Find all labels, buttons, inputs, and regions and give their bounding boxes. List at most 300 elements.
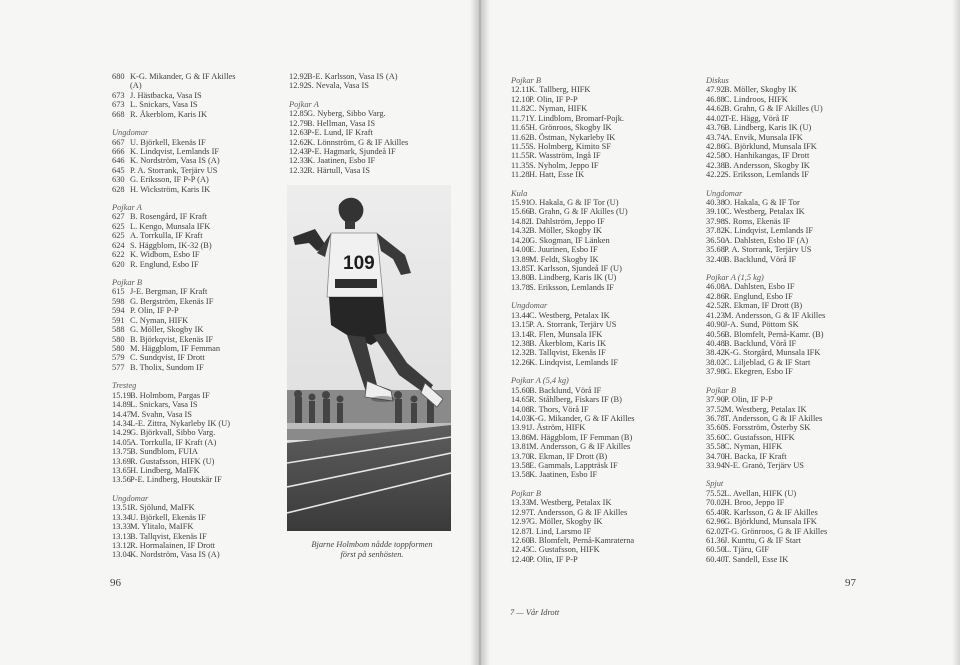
result-value: 70.02 [706, 498, 725, 508]
result-value: 673 [112, 100, 125, 110]
result-row [511, 123, 635, 132]
result-value: 42.52 [706, 301, 725, 311]
result-value: 13.14 [511, 329, 530, 339]
result-value: 627 [112, 212, 125, 222]
page-edge [952, 0, 960, 665]
result-row [112, 222, 236, 231]
athlete-name: S. Nyholm, Jeppo IF [529, 160, 599, 170]
right-results-column-1 [511, 76, 635, 564]
result-value: 580 [112, 334, 125, 344]
athlete-name: B. Grahn, G & IF Akilles (U) [529, 207, 628, 217]
athlete-name: P. A. Storrank, Terjärv US [724, 245, 812, 255]
athlete-name: K. Widbom, Esbo IF [130, 250, 200, 260]
athlete-name: R. Thors, Vörå IF [529, 404, 589, 414]
section-heading: Diskus [706, 76, 729, 85]
athlete-name: B. Grahn, G & IF Akilles (U) [724, 104, 823, 114]
result-value: 12.40 [511, 554, 530, 564]
athlete-name: B. Björkqvist, Ekenäs IF [130, 334, 214, 344]
result-value: 75.52 [706, 488, 725, 498]
athlete-name: T. Andersson, G & IF Akilles [724, 413, 823, 423]
result-value: 46.88 [706, 94, 725, 104]
result-row [112, 156, 236, 165]
result-row [511, 207, 635, 216]
athlete-name: G. Möller, Skogby IK [130, 325, 204, 335]
result-value: 35.60 [706, 423, 725, 433]
result-value: 14.29 [112, 428, 131, 438]
athlete-name: P. A. Storrank, Terjärv US [130, 165, 218, 175]
athlete-name: C. Nyman, HIFK [130, 315, 189, 325]
result-value: 35.68 [706, 245, 725, 255]
result-row [112, 513, 236, 522]
athlete-name: B. Möller, Skogby IK [724, 85, 797, 95]
athlete-name: M. Häggblom, IF Femman [130, 343, 221, 353]
result-row [112, 522, 236, 531]
result-value: 38.02 [706, 357, 725, 367]
result-row [706, 489, 827, 498]
result-row [112, 438, 236, 447]
result-row [112, 457, 236, 466]
result-value: 579 [112, 353, 125, 363]
result-row [511, 452, 635, 461]
result-value: 13.58 [511, 470, 530, 480]
result-row [511, 264, 635, 273]
athlete-name: L. Tjäru, GIF [724, 545, 769, 555]
result-row [706, 85, 827, 94]
athlete-name: M. Häggblom, IF Femman (B) [529, 432, 633, 442]
result-value: 44.62 [706, 104, 725, 114]
athlete-name: H. Lindberg, MaIFK [130, 466, 200, 476]
result-row [706, 217, 827, 226]
result-row [706, 198, 827, 207]
athlete-name: M. Ylitalo, MaIFK [130, 522, 194, 532]
result-value: 12.32 [289, 165, 308, 175]
athlete-name: S. Eriksson, Lemlands IF [724, 170, 809, 180]
result-row [706, 170, 827, 179]
result-value: 12.79 [289, 118, 308, 128]
result-value: 62.02 [706, 526, 725, 536]
athlete-name: J. Åström, HIFK [529, 423, 586, 433]
result-row [112, 419, 236, 428]
result-row [706, 282, 827, 291]
athlete-name: B. Tallqvist, Ekenäs IF [130, 531, 207, 541]
result-row [112, 100, 236, 109]
athlete-name: B. Östman, Nykarleby IK [529, 132, 616, 142]
result-row [511, 405, 635, 414]
result-row [706, 151, 827, 160]
right-results-column-2 [706, 76, 827, 564]
result-value: 13.51 [112, 503, 131, 513]
section-heading: Tresteg [112, 381, 137, 391]
result-row [511, 226, 635, 235]
result-value: 12.62 [289, 137, 308, 147]
result-row [289, 81, 408, 90]
result-value: 13.04 [112, 550, 131, 560]
result-row [706, 555, 827, 564]
result-row [289, 119, 408, 128]
result-value: 61.36 [706, 535, 725, 545]
athlete-name: R. Karlsson, G & IF Akilles [724, 507, 818, 517]
result-row [706, 414, 827, 423]
result-value: 37.98 [706, 367, 725, 377]
result-value: 12.26 [511, 357, 530, 367]
athlete-name: G. Nyberg, Sibbo Varg. [307, 109, 386, 119]
result-row [511, 236, 635, 245]
athlete-name: T. Karlsson, Sjundeå IF (U) [529, 264, 622, 274]
result-value: 13.86 [511, 432, 530, 442]
result-value: 42.58 [706, 151, 725, 161]
result-value: 43.76 [706, 123, 725, 133]
result-value: 40.48 [706, 338, 725, 348]
athlete-name: R. Wasström, Ingå IF [529, 151, 601, 161]
result-row [112, 316, 236, 325]
result-row [706, 255, 827, 264]
athlete-name: G. Björklund, Munsala IFK [724, 141, 817, 151]
athlete-name: P-E. Hagmark, Sjundeå IF [307, 146, 396, 156]
result-row [511, 114, 635, 123]
result-row [511, 245, 635, 254]
page-footer: 7 — Vår Idrott [510, 608, 560, 617]
result-value: 14.47 [112, 409, 131, 419]
result-row [706, 545, 827, 554]
result-row [511, 198, 635, 207]
result-value: 14.65 [511, 395, 530, 405]
athlete-name: O. Hakala, G & IF Tor [724, 198, 800, 208]
athlete-name: T. Andersson, G & IF Akilles [529, 507, 628, 517]
athlete-name: G. Ekegren, Esbo IF [724, 367, 793, 377]
athlete-name: L-E. Zittra, Nykarleby IK (U) [130, 418, 230, 428]
result-value: 13.78 [511, 282, 530, 292]
result-row [511, 527, 635, 536]
photo-caption [290, 540, 454, 560]
result-value: 12.43 [289, 146, 308, 156]
result-value: 598 [112, 296, 125, 306]
athlete-name: R. Englund, Esbo IF [724, 291, 793, 301]
result-value: 42.38 [706, 160, 725, 170]
athlete-name: I. Dahlström, Jeppo IF [529, 216, 605, 226]
result-value: 32.40 [706, 254, 725, 264]
result-value: 12.10 [511, 94, 530, 104]
result-value: 41.23 [706, 310, 725, 320]
result-row [706, 527, 827, 536]
athlete-name: M. Westberg, Petalax IK [724, 404, 807, 414]
result-value: 630 [112, 175, 125, 185]
result-value: 42.86 [706, 141, 725, 151]
athlete-name: R. Gustafsson, HIFK (U) [130, 456, 215, 466]
result-value: 667 [112, 137, 125, 147]
result-value: 40.38 [706, 198, 725, 208]
result-value: 11.82 [511, 104, 530, 114]
athlete-name: C. Gustafsson, HIFK [529, 545, 600, 555]
result-value: 13.80 [511, 273, 530, 283]
result-value: 12.38 [511, 338, 530, 348]
result-row [112, 241, 236, 250]
athlete-name: C. Liljeblad, G & IF Start [724, 357, 811, 367]
section-heading: Ungdomar [706, 188, 743, 198]
result-row [511, 470, 635, 479]
athlete-name: P-E. Lund, IF Kraft [307, 128, 373, 138]
left-results-column-2 [289, 72, 408, 175]
athlete-name: R. Ekman, IF Drott (B) [529, 451, 608, 461]
result-row [511, 283, 635, 292]
result-row [511, 386, 635, 395]
result-value: 588 [112, 325, 125, 335]
result-value: 12.97 [511, 507, 530, 517]
result-value: 12.63 [289, 128, 308, 138]
result-value: 12.87 [511, 526, 530, 536]
result-row [112, 428, 236, 437]
athlete-name: K-G. Mikander, G & IF Akilles [529, 413, 635, 423]
result-value: 646 [112, 156, 125, 166]
athlete-name: A. Envik, Munsala IFK [724, 132, 803, 142]
athlete-name: A. Dahlsten, Esbo IF [724, 282, 795, 292]
athlete-name: B. Holmbom, Pargas IF [130, 390, 210, 400]
result-row [511, 151, 635, 160]
result-value: 11.71 [511, 113, 530, 123]
result-value: 12.92 [289, 81, 308, 91]
result-row [511, 161, 635, 170]
result-row [112, 175, 236, 184]
result-row [112, 532, 236, 541]
athlete-name: R. Hormalainen, IF Drott [130, 540, 215, 550]
athlete-name: E. Gammals, Lappträsk IF [529, 461, 618, 471]
result-value: 577 [112, 362, 125, 372]
result-value: 42.22 [706, 170, 725, 180]
athlete-name: A. Dahlsten, Esbo IF (A) [724, 235, 809, 245]
triple-jump-photo [287, 185, 451, 531]
athlete-name: H. Grönroos, Skogby IK [529, 123, 612, 133]
athlete-name: K. Nordström, Vasa IS (A) [130, 156, 220, 166]
photo-caption-line-2: först på senhösten. [340, 550, 404, 559]
result-value: 15.91 [511, 198, 530, 208]
result-row [511, 104, 635, 113]
athlete-name: T-E. Hägg, Vörå IF [724, 113, 789, 123]
result-value: 37.52 [706, 404, 725, 414]
athlete-name: R. Sjölund, MaIFK [130, 503, 195, 513]
athlete-name: O. Hanhikangas, IF Drott [724, 151, 810, 161]
result-value: 13.70 [511, 451, 530, 461]
athlete-name: S. Holmberg, Kimito SF [529, 141, 611, 151]
athlete-name: K. Lönnström, G & IF Akilles [307, 137, 409, 147]
athlete-name: G. Björklund, Munsala IFK [724, 517, 817, 527]
result-row [112, 72, 236, 81]
athlete-name: B. Lindberg, Karis IK (U) [529, 273, 617, 283]
athlete-name: L. Avellan, HIFK (U) [724, 488, 797, 498]
athlete-name: H. Broo, Jeppo IF [724, 498, 785, 508]
result-value: 36.78 [706, 413, 725, 423]
result-value: 14.05 [112, 437, 131, 447]
result-row [289, 156, 408, 165]
result-row [706, 133, 827, 142]
result-value: 12.97 [511, 517, 530, 527]
athlete-name: A. Torrkulla, IF Kraft (A) [130, 437, 217, 447]
result-value: 625 [112, 231, 125, 241]
result-row [511, 133, 635, 142]
result-value: 12.33 [289, 156, 308, 166]
result-value: 620 [112, 259, 125, 269]
athlete-name: H. Wickström, Karis IK [130, 184, 211, 194]
result-value: 645 [112, 165, 125, 175]
result-row [511, 545, 635, 554]
result-row [706, 311, 827, 320]
result-row [112, 138, 236, 147]
result-value: 666 [112, 146, 125, 156]
section-heading: Pojkar A [289, 99, 319, 109]
book-gutter [470, 0, 490, 665]
result-value: 13.34 [112, 512, 131, 522]
athlete-name: I. Lind, Larsmo IF [529, 526, 592, 536]
result-value: 37.90 [706, 395, 725, 405]
section-heading: Pojkar A (1,5 kg) [706, 273, 764, 283]
athlete-name: C. Sundqvist, IF Drott [130, 353, 205, 363]
result-row [112, 287, 236, 296]
athlete-name: P. Olin, IF P-P [130, 306, 179, 316]
result-row [706, 123, 827, 132]
result-row [706, 292, 827, 301]
result-value: 13.75 [112, 447, 131, 457]
result-value: 14.03 [511, 413, 530, 423]
athlete-name: K. Lindqvist, Lemlands IF [529, 357, 619, 367]
result-value: 60.40 [706, 554, 725, 564]
result-value: 13.91 [511, 423, 530, 433]
result-row [706, 433, 827, 442]
result-value: 38.42 [706, 348, 725, 358]
athlete-name: K. Jaatinen, Esbo IF [307, 156, 376, 166]
result-value: 14.82 [511, 216, 530, 226]
result-row [112, 400, 236, 409]
athlete-name: R. Englund, Esbo IF [130, 259, 199, 269]
section-heading: Kula [511, 188, 528, 198]
result-value: 668 [112, 109, 125, 119]
athlete-name: P. Olin, IF P-P [529, 94, 578, 104]
athlete-name: J. Hästbacka, Vasa IS [130, 90, 202, 100]
athlete-name: K-G. Storgård, Munsala IFK [724, 348, 821, 358]
result-row [511, 508, 635, 517]
result-value: 13.33 [511, 498, 530, 508]
result-value: 14.34 [112, 418, 131, 428]
result-row [706, 330, 827, 339]
athlete-name: J-A. Sund, Pöttom SK [724, 320, 799, 330]
athlete-name: B-E. Karlsson, Vasa IS (A) [307, 72, 398, 81]
result-row [289, 138, 408, 147]
result-row [706, 405, 827, 414]
right-page [480, 0, 960, 665]
result-row [112, 363, 236, 372]
athlete-name: C. Lindroos, HIFK [724, 94, 788, 104]
result-value: 12.85 [289, 109, 308, 119]
result-row [511, 217, 635, 226]
result-value: 13.15 [511, 320, 530, 330]
result-row [706, 442, 827, 451]
result-row [112, 335, 236, 344]
result-row [706, 226, 827, 235]
athlete-name: C. Westberg, Petalax IK [529, 310, 610, 320]
athlete-name: R. Ekman, IF Drott (B) [724, 301, 803, 311]
result-row [511, 461, 635, 470]
athlete-name: B. Backlund, Vörå IF [724, 338, 797, 348]
result-value: 14.32 [511, 226, 530, 236]
page-number-right: 97 [845, 577, 856, 589]
athlete-name: B. Andersson, Skogby IK [724, 160, 810, 170]
result-row [706, 367, 827, 376]
result-row [112, 212, 236, 221]
athlete-name: K. Nordström, Vasa IS (A) [130, 550, 220, 560]
result-value: 39.10 [706, 207, 725, 217]
result-row [511, 348, 635, 357]
result-value: 14.20 [511, 235, 530, 245]
athlete-name: M. Svahn, Vasa IS [130, 409, 192, 419]
section-heading: Pojkar B [511, 488, 542, 498]
athlete-name: C. Westberg, Petalax IK [724, 207, 805, 217]
result-value: 13.56 [112, 475, 131, 485]
athlete-name: B. Blomfelt, Pernå-Kamr. (B) [724, 329, 824, 339]
result-value: 62.96 [706, 517, 725, 527]
athlete-name: R. Härtull, Vasa IS [307, 165, 370, 175]
result-value: 625 [112, 221, 125, 231]
result-row [511, 536, 635, 545]
result-row [112, 344, 236, 353]
result-row [112, 550, 236, 559]
athlete-name: M. Westberg, Petalax IK [529, 498, 612, 508]
result-row [112, 325, 236, 334]
athlete-name: O. Hakala, G & IF Tor (U) [529, 198, 619, 208]
left-results-column-1 [112, 72, 236, 560]
athlete-name: C. Nyman, HIFK [529, 104, 588, 114]
result-value: 14.00 [511, 245, 530, 255]
result-row [511, 395, 635, 404]
result-row [511, 442, 635, 451]
result-row [706, 498, 827, 507]
result-value: 12.45 [511, 545, 530, 555]
result-value: 12.60 [511, 535, 530, 545]
result-value: 11.35 [511, 160, 530, 170]
athlete-name: B. Backlund, Vörå IF [529, 385, 602, 395]
result-value: 65.40 [706, 507, 725, 517]
result-value: 40.90 [706, 320, 725, 330]
result-value: 35.60 [706, 432, 725, 442]
athlete-name: H. Backa, IF Kraft [724, 451, 787, 461]
result-row [706, 301, 827, 310]
result-row [706, 395, 827, 404]
result-row [706, 104, 827, 113]
athlete-name: B. Tholix, Sundom IF [130, 362, 204, 372]
result-row [112, 110, 236, 119]
athlete-name: G. Eriksson, IF P-P (A) [130, 175, 209, 185]
result-value: 33.94 [706, 461, 725, 471]
athlete-name: B. Hellman, Vasa IS [307, 118, 375, 128]
result-row [511, 423, 635, 432]
result-row [511, 320, 635, 329]
result-row [706, 207, 827, 216]
result-value: 580 [112, 343, 125, 353]
result-value: 13.81 [511, 442, 530, 452]
result-row [112, 466, 236, 475]
result-row [706, 461, 827, 470]
athlete-name: S. Forsström, Österby SK [724, 423, 811, 433]
result-row [706, 320, 827, 329]
result-row [706, 236, 827, 245]
athlete-name: E. Juurinen, Esbo IF [529, 245, 598, 255]
result-row [706, 142, 827, 151]
result-value: 13.65 [112, 466, 131, 476]
athlete-name: K. Tallberg, HIFK [529, 85, 591, 95]
result-value: 14.08 [511, 404, 530, 414]
result-row [706, 114, 827, 123]
section-heading: Spjut [706, 479, 724, 489]
result-row [511, 555, 635, 564]
result-row [706, 452, 827, 461]
result-row [706, 245, 827, 254]
athlete-name: N-E. Granö, Terjärv US [724, 461, 804, 471]
